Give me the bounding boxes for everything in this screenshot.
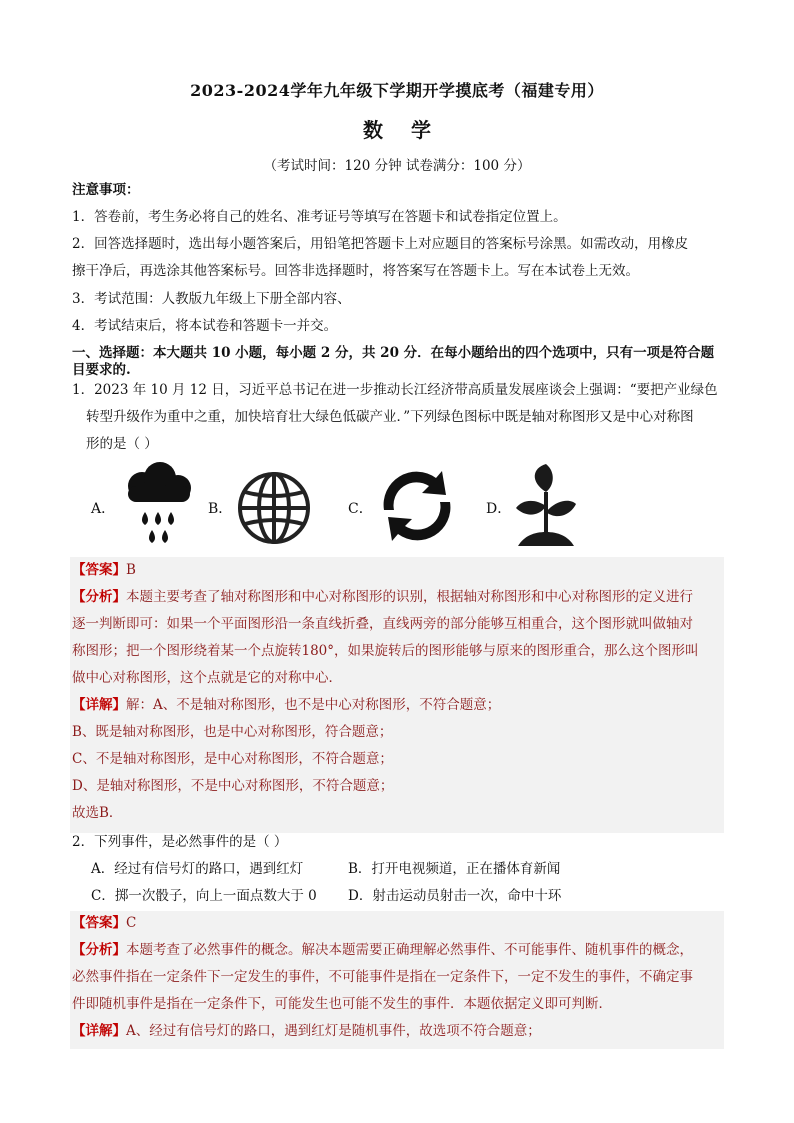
q1-answer-line <box>72 561 136 579</box>
q1-option-d: D． <box>486 501 512 517</box>
q2-analysis-text: 必然事件指在一定条件下一定发生的事件，不可能事件是指在一定条件下，一定不发生的事件，不确定事 <box>72 969 693 985</box>
q1-option-c: C． <box>348 501 373 517</box>
answer-tag: 【答案】 <box>72 915 126 931</box>
notice-item: 3．考试范围：人教版九年级上下册全部内容、 <box>72 291 351 307</box>
notice-item: 1．答卷前，考生务必将自己的姓名、准考证号等填写在答题卡和试卷指定位置上。 <box>72 209 567 225</box>
section-heading: 一、选择题：本大题共 10 小题，每小题 2 分，共 20 分．在每小题给出的四个选项中，只有一项是符合题 <box>72 345 715 361</box>
q2-detail-line: 【详解】A、经过有信号灯的路口，遇到红灯是随机事件，故选项不符合题意； <box>72 1023 541 1039</box>
q1-analysis-line: 【分析】本题主要考查了轴对称图形和中心对称图形的识别，根据轴对称图形和中心对称图形的定义进行 <box>72 589 693 605</box>
q1-detail-text: D、是轴对称图形，不是中心对称图形，不符合题意； <box>72 778 394 794</box>
q2-answer-line <box>72 914 136 932</box>
notice-item: 2．回答选择题时，选出每小题答案后，用铅笔把答题卡上对应题目的答案标号涂黑。如需改动，用橡皮 <box>72 236 689 252</box>
q1-analysis-text: 逐一判断即可：如果一个平面图形沿一条直线折叠，直线两旁的部分能够互相重合，这个图形就叫做轴对 <box>72 616 693 632</box>
q1-detail-text: 故选B． <box>72 805 123 821</box>
q1-analysis-text: 称图形；把一个图形绕着某一个点旋转180°，如果旋转后的图形能够与原来的图形重合，那么这个图形叫 <box>72 643 699 659</box>
q1-answer: B <box>126 562 136 578</box>
q1-analysis-text: 做中心对称图形，这个点就是它的对称中心． <box>72 670 342 686</box>
notice-heading: 注意事项： <box>72 182 140 198</box>
q2-option-c: C．掷一次骰子，向上一面点数大于 0 <box>91 888 317 904</box>
recycle-arrows-icon <box>372 466 462 546</box>
rain-cloud-icon <box>120 462 196 552</box>
q2-option-a: A．经过有信号灯的路口，遇到红灯 <box>91 861 304 877</box>
q2-option-d: D．射击运动员射击一次，命中十环 <box>348 888 562 904</box>
q2-option-b: B．打开电视频道，正在播体育新闻 <box>348 861 561 877</box>
q1-detail-text: C、不是轴对称图形，是中心对称图形，不符合题意； <box>72 751 393 767</box>
section-heading-cont: 目要求的. <box>72 362 131 378</box>
detail-tag: 【详解】 <box>72 1023 126 1039</box>
q2-analysis-text: 件即随机事件是指在一定条件下，可能发生也可能不发生的事件．本题依据定义即可判断． <box>72 996 612 1012</box>
q1-stem: 1．2023 年 10 月 12 日，习近平总书记在进一步推动长江经济带高质量发展座谈会上强调：“要把产业绿色 <box>72 382 718 398</box>
exam-title: 2023-2024学年九年级下学期开学摸底考（福建专用） <box>190 81 604 100</box>
globe-icon <box>236 470 312 546</box>
answer-tag: 【答案】 <box>72 562 126 578</box>
notice-item: 擦干净后，再选涂其他答案标号。回答非选择题时，将答案写在答题卡上。写在本试卷上无效。 <box>72 263 639 279</box>
q1-stem: 形的是（ ） <box>86 436 158 452</box>
sprout-icon <box>512 462 580 548</box>
subject-title: 数学 <box>363 118 459 142</box>
analysis-tag: 【分析】 <box>72 589 126 605</box>
q2-answer: C <box>126 915 137 931</box>
q1-detail-line: 【详解】解：A、不是轴对称图形，也不是中心对称图形，不符合题意； <box>72 697 501 713</box>
exam-meta: （考试时间：120 分钟 试卷满分：100 分） <box>263 158 531 174</box>
q1-option-b: B． <box>208 501 233 517</box>
q1-option-a: A． <box>91 501 116 517</box>
q2-analysis-line: 【分析】本题考查了必然事件的概念。解决本题需要正确理解必然事件、不可能事件、随机事件的概念， <box>72 942 693 958</box>
q2-stem: 2．下列事件，是必然事件的是（ ） <box>72 834 288 850</box>
analysis-tag: 【分析】 <box>72 942 126 958</box>
q1-stem: 转型升级作为重中之重，加快培育壮大绿色低碳产业．”下列绿色图标中既是轴对称图形又是中心对称图 <box>86 409 694 425</box>
detail-tag: 【详解】 <box>72 697 126 713</box>
notice-item: 4．考试结束后，将本试卷和答题卡一并交。 <box>72 318 338 334</box>
q1-detail-text: B、既是轴对称图形，也是中心对称图形，符合题意； <box>72 724 393 740</box>
